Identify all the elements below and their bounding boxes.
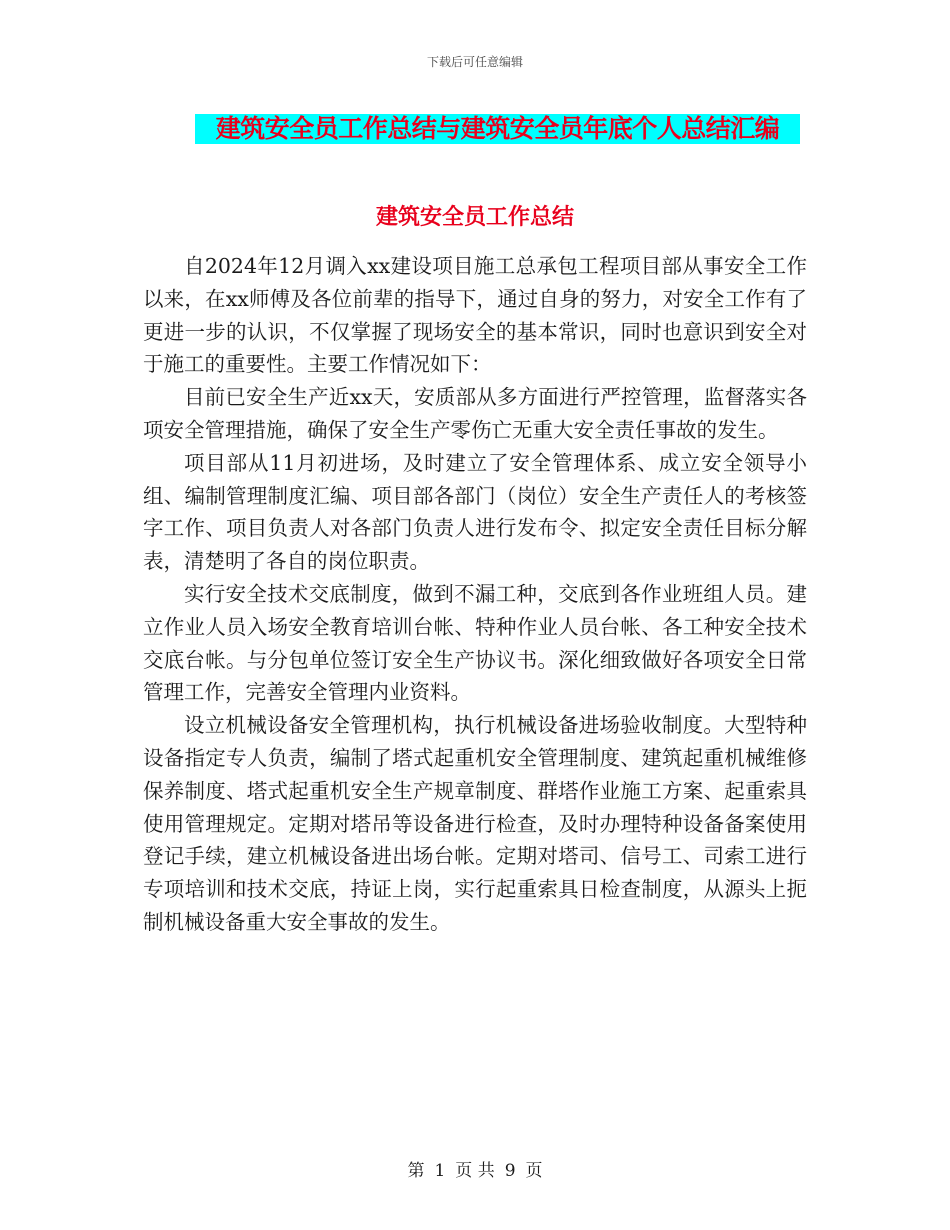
- paragraph: 项目部从11月初进场，及时建立了安全管理体系、成立安全领导小组、编制管理制度汇编、项目部各部门（岗位）安全生产责任人的考核签字工作、项目负责人对各部门负责人进行发布令、拟定安全责任目标分解表，清楚明了各自的岗位职责。: [143, 450, 807, 574]
- page-prefix: 第: [407, 1161, 425, 1181]
- paragraph: 设立机械设备安全管理机构，执行机械设备进场验收制度。大型特种设备指定专人负责，编制了塔式起重机安全管理制度、建筑起重机械维修保养制度、塔式起重机安全生产规章制度、群塔作业施工方案、起重索具使用管理规定。定期对塔吊等设备进行检查，及时办理特种设备备案使用登记手续，建立机械设备进出场台帐。定期对塔司、信号工、司索工进行专项培训和技术交底，持证上岗，实行起重索具日检查制度，从源头上扼制机械设备重大安全事故的发生。: [143, 713, 807, 934]
- page-total: 9: [504, 1161, 516, 1181]
- page-footer: [0, 1156, 950, 1181]
- paragraph: 实行安全技术交底制度，做到不漏工种，交底到各作业班组人员。建立作业人员入场安全教育培训台帐、特种作业人员台帐、各工种安全技术交底台帐。与分包单位签订安全生产协议书。深化细致做好各项安全日常管理工作，完善安全管理内业资料。: [143, 581, 807, 705]
- page-number: 1: [434, 1161, 446, 1181]
- page-mid: 页 共: [455, 1161, 495, 1181]
- document-body: [143, 250, 807, 939]
- document-title: 建筑安全员工作总结与建筑安全员年底个人总结汇编: [195, 114, 800, 144]
- page-suffix: 页: [525, 1161, 543, 1181]
- paragraph: 自2024年12月调入xx建设项目施工总承包工程项目部从事安全工作以来，在xx师傅及各位前辈的指导下，通过自身的努力，对安全工作有了更进一步的认识，不仅掌握了现场安全的基本常识，同时也意识到安全对于施工的重要性。主要工作情况如下：: [143, 254, 807, 377]
- paragraph: 目前已安全生产近xx天，安质部从多方面进行严控管理，监督落实各项安全管理措施，确保了安全生产零伤亡无重大安全责任事故的发生。: [143, 385, 807, 442]
- section-title: 建筑安全员工作总结: [375, 204, 574, 230]
- header-note: 下载后可任意编辑: [426, 55, 523, 69]
